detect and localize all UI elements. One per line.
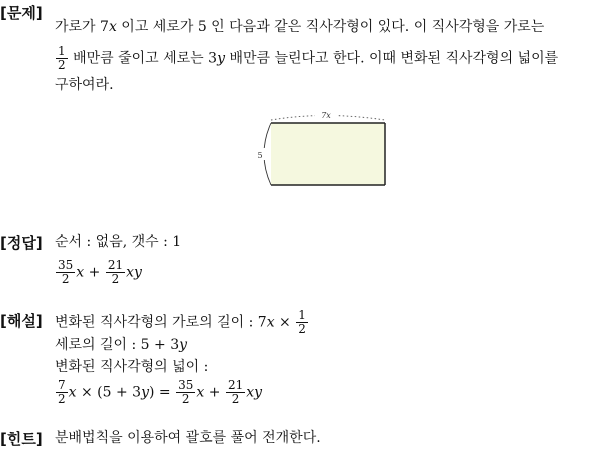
problem-tag: [문제] xyxy=(0,4,43,22)
explanation-width-label: 변화된 직사각형의 가로의 길이 : 7 xyxy=(55,314,267,331)
answer-plus: + xyxy=(88,264,101,281)
explanation-result-1-den: 2 xyxy=(181,392,190,406)
explanation-result-2-var: xy xyxy=(246,384,263,401)
explanation-tag: [해설] xyxy=(0,312,43,330)
explanation-width-var: x xyxy=(266,314,275,331)
answer-term-1-var: x xyxy=(76,264,85,281)
answer-term-2-den: 2 xyxy=(111,272,120,286)
explanation-result-plus: + xyxy=(208,384,221,401)
problem-line-1-var: x xyxy=(108,19,117,35)
top-label: 7x xyxy=(321,111,331,120)
problem-line-1 xyxy=(55,16,544,38)
side-dimension-arc xyxy=(264,123,271,185)
rectangle-figure xyxy=(255,110,395,192)
side-label: 5 xyxy=(257,151,263,160)
explanation-width-fraction xyxy=(296,309,308,336)
explanation-result-1-num: 35 xyxy=(178,378,194,392)
explanation-area-var: x xyxy=(68,384,77,401)
problem-line-2-a: 배만큼 줄이고 세로는 3 xyxy=(68,50,218,67)
rectangle-shape xyxy=(271,123,385,185)
problem-line-2 xyxy=(55,45,558,72)
explanation-width-line xyxy=(55,309,309,336)
explanation-area-num: 7 xyxy=(58,378,66,392)
explanation-height-label: 세로의 길이 : 5 + 3 xyxy=(55,337,180,353)
explanation-area-y: y xyxy=(141,384,150,401)
explanation-result-1-var: x xyxy=(196,384,205,401)
explanation-width-den: 2 xyxy=(298,322,306,336)
problem-line-2-var: y xyxy=(217,50,225,67)
answer-meta: 순서 : 없음, 갯수 : 1 xyxy=(55,234,182,250)
problem-line-1-a: 가로가 xyxy=(55,19,101,35)
answer-expression xyxy=(55,259,142,286)
explanation-result-2-num: 21 xyxy=(227,378,244,392)
answer-term-1-den: 2 xyxy=(61,272,70,286)
problem-fraction-den: 2 xyxy=(58,58,66,72)
rectangle-diagram xyxy=(255,110,395,192)
problem-fraction-num: 1 xyxy=(58,44,66,58)
explanation-height-var: y xyxy=(179,337,188,353)
problem-line-1-b: 이고 세로가 5 인 다음과 같은 직사각형이 있다. 이 직사각형을 가로는 xyxy=(116,19,545,35)
answer-term-2-fraction xyxy=(106,259,125,286)
explanation-result-1-fraction xyxy=(176,379,195,406)
answer-term-1-num: 35 xyxy=(58,258,74,272)
answer-term-1-fraction xyxy=(56,259,75,286)
explanation-height-line xyxy=(55,334,187,356)
explanation-area-fraction xyxy=(56,379,68,406)
explanation-area-mid: × (5 + 3 xyxy=(76,384,142,401)
explanation-area-expression xyxy=(55,379,262,406)
explanation-result-2-fraction xyxy=(226,379,245,406)
explanation-times: × xyxy=(279,314,291,331)
explanation-width-num: 1 xyxy=(298,308,306,322)
problem-line-3: 구하여라. xyxy=(55,77,114,93)
answer-tag: [정답] xyxy=(0,234,43,252)
answer-term-2-num: 21 xyxy=(107,258,124,272)
problem-line-1-coef: 7 xyxy=(100,19,109,35)
explanation-area-label: 변화된 직사각형의 넓이 : xyxy=(55,359,209,375)
hint-tag: [힌트] xyxy=(0,430,43,448)
explanation-area-den: 2 xyxy=(58,392,66,406)
answer-term-2-var: xy xyxy=(126,264,142,281)
hint-text: 분배법칙을 이용하여 괄호를 풀어 전개한다. xyxy=(55,430,321,446)
problem-fraction xyxy=(56,45,68,72)
explanation-result-2-den: 2 xyxy=(231,392,240,406)
problem-line-2-b: 배만큼 늘린다고 한다. 이때 변화된 직사각형의 넓이를 xyxy=(225,50,559,67)
explanation-area-close: ) = xyxy=(149,384,176,401)
